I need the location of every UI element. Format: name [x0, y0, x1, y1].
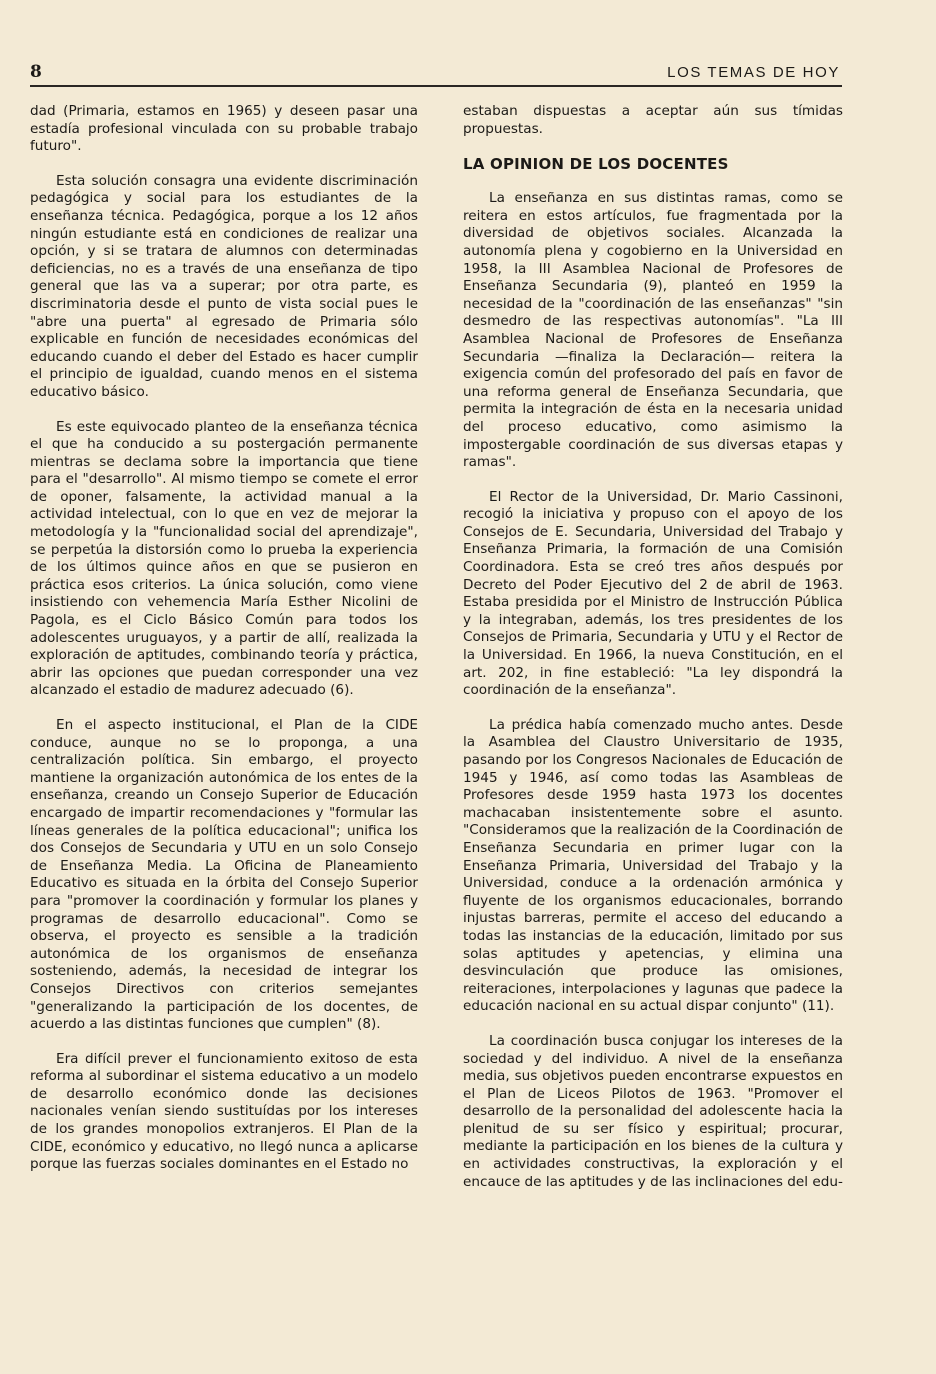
paragraph: Era difícil prever el funcionamiento exitoso de esta reforma al subordinar el sistema educativo a un modelo de desarrollo económico donde las decisiones nacionales venían siendo sustituídas por los intereses de los grandes monopolios extranjeros. El Plan de la CIDE, económico y educativo, no llegó nunca a aplicarse porque las fuerzas sociales dominantes en el Estado no: [30, 1050, 418, 1173]
paragraph: Esta solución consagra una evidente discriminación pedagógica y social para los estudiantes de la enseñanza técnica. Pedagógica, porque a los 12 años ningún estudiante está en condiciones de realizar una opción, y si se tratara de alumnos con determinadas deficiencias, no es a través de una enseñanza de tipo general que las va a superar; por otra parte, es discriminatoria desde el punto de vista social pues le "abre una puerta" al egresado de Primaria sólo explicable en función de necesidades económicas del educando cuando el deber del Estado es hacer cumplir el principio de igualdad, cuando menos en el sistema educativo básico.: [30, 172, 418, 400]
page-number: 8: [30, 62, 42, 82]
paragraph: En el aspecto institucional, el Plan de la CIDE conduce, aunque no se lo proponga, a una centralización política. Sin embargo, el proyecto mantiene la organización autonómica de los entes de la enseñanza, creando un Consejo Superior de Educación encargado de impartir recomendaciones y "formular las líneas generales de la política educacional"; unifica los dos Consejos de Secundaria y UTU en un solo Consejo de Enseñanza Media. La Oficina de Planeamiento Educativo es situada en la órbita del Consejo Superior para "promover la coordinación y formular los planes y programas de desarrollo educacional". Como se observa, el proyecto es sensible a la tradición autonómica de los organismos de enseñanza sosteniendo, además, la necesidad de integrar los Consejos Directivos con criterios semejantes "generalizando la participación de los docentes, de acuerdo a las distintas funciones que cumplen" (8).: [30, 717, 418, 1033]
right-column: [463, 103, 843, 1191]
running-head: LOS TEMAS DE HOY: [667, 64, 840, 81]
paragraph-continuation: estaban dispuestas a aceptar aún sus tímidas propuestas.: [463, 103, 843, 137]
paragraph: El Rector de la Universidad, Dr. Mario Cassinoni, recogió la iniciativa y propuso con el apoyo de los Consejos de E. Secundaria, Universidad del Trabajo y Enseñanza Primaria, la formación de una Comisión Coordinadora. Esta se creó tres años después por Decreto del Poder Ejecutivo del 2 de abril de 1963. Estaba presidida por el Ministro de Instrucción Pública y la integraban, además, los tres presidentes de los Consejos de Primaria, Secundaria y UTU y el Rector de la Universidad. En 1966, la nueva Constitución, en el art. 202, in fine estableció: "La ley dispondrá la coordinación de la enseñanza".: [463, 488, 843, 699]
paragraph-continuation: dad (Primaria, estamos en 1965) y deseen pasar una estadía profesional vinculada con su probable trabajo futuro".: [30, 103, 418, 155]
paragraph: La prédica había comenzado mucho antes. Desde la Asamblea del Claustro Universitario de 1935, pasando por los Congresos Nacionales de Educación de 1945 y 1946, así como todas las Asambleas de Profesores desde 1959 hasta 1973 los docentes machacaban insistentemente sobre el asunto. "Consideramos que la realización de la Coordinación de Enseñanza Secundaria en primer lugar con la Enseñanza Primaria, Universidad del Trabajo y la Universidad, conduce a la ordenación armónica y fluyente de los organismos educacionales, borrando injustas barreras, permite el acceso del educando a todas las instancias de la educación, limitado por sus solas aptitudes y apetencias, y elimina una desvinculación que produce las omisiones, reiteraciones, interpolaciones y lagunas que padece la educación nacional en su actual dispar conjunto" (11).: [463, 716, 843, 1015]
paragraph: Es este equivocado planteo de la enseñanza técnica el que ha conducido a su postergación permanente mientras se declama sobre la importancia que tiene para el "desarrollo". Al mismo tiempo se comete el error de oponer, falsamente, la actividad manual a la actividad intelectual, con lo que en vez de mejorar la metodología y la "funcionalidad social del aprendizaje", se perpetúa la distorsión como lo prueba la experiencia de los últimos quince años en que se pusieron en práctica esos criterios. La única solución, como viene insistiendo con vehemencia María Esther Nicolini de Pagola, es el Ciclo Básico Común para todos los adolescentes uruguayos, y a partir de allí, realizada la exploración de aptitudes, combinando teoría y práctica, abrir las opciones que puedan corresponder una vez alcanzado el estadio de madurez adecuado (6).: [30, 418, 418, 699]
paragraph: La coordinación busca conjugar los intereses de la sociedad y del individuo. A nivel de la enseñanza media, sus objetivos pueden encontrarse expuestos en el Plan de Liceos Pilotos de 1963. "Promover el desarrollo de la personalidad del adolescente hacia la plenitud de su ser físico y espiritual; procurar, mediante la participación en los bienes de la cultura y en actividades constructivas, la exploración y el encauce de las aptitudes y de las inclinaciones del edu-: [463, 1032, 843, 1190]
left-column: [30, 103, 418, 1174]
section-heading: LA OPINION DE LOS DOCENTES: [463, 155, 729, 174]
header-rule: [30, 85, 842, 87]
paragraph: La enseñanza en sus distintas ramas, como se reitera en estos artículos, fue fragmentada por la diversidad de objetivos sociales. Alcanzada la autonomía plena y cogobierno en la Universidad en 1958, la III Asamblea Nacional de Profesores de Enseñanza Secundaria (9), planteó en 1959 la necesidad de la "coordinación de las enseñanzas" "sin desmedro de las respectivas autonomías". "La III Asamblea Nacional de Profesores de Enseñanza Secundaria —finaliza la Declaración— reitera la exigencia común del profesorado del país en favor de una reforma general de Enseñanza Secundaria, que permita la integración de ésta en la necesaria unidad del proceso educativo, como asimismo la impostergable coordinación de sus diversas etapas y ramas".: [463, 190, 843, 471]
